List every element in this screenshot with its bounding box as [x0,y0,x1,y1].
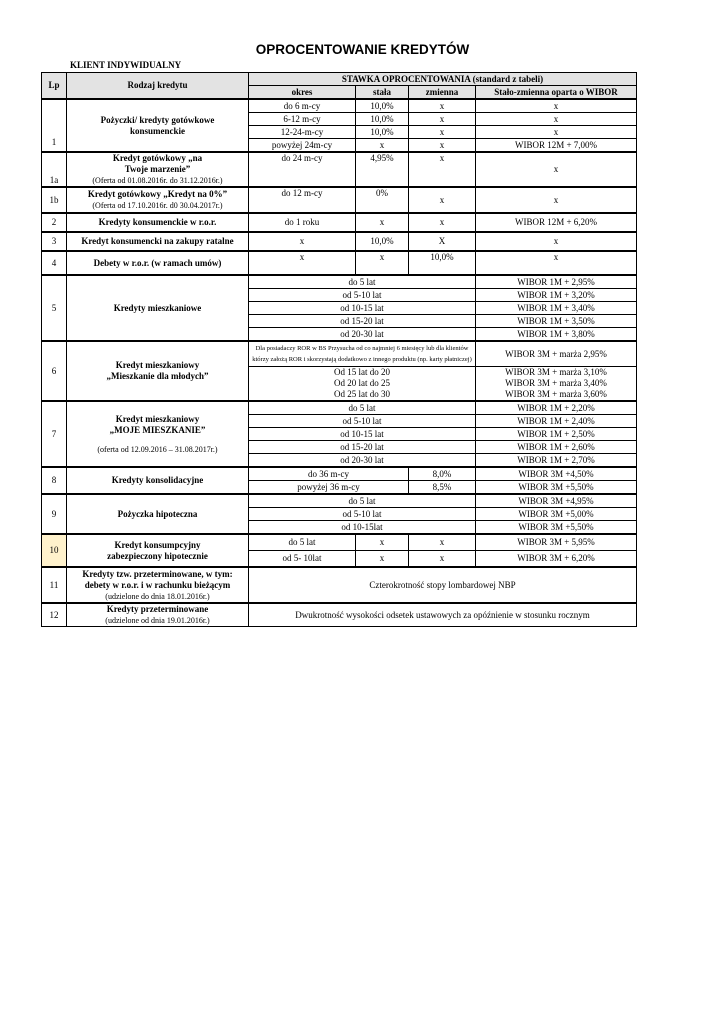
cell-wibor: WIBOR 3M + marża 2,95% [476,341,637,367]
cell-wibor: x [476,232,637,251]
cell-zmienna: x [409,139,476,153]
cell-wibor: WIBOR 1M + 2,70% [476,454,637,468]
cell-wibor: WIBOR 12M + 6,20% [476,213,637,232]
cell-wibor: WIBOR 1M + 2,60% [476,441,637,454]
cell-okres [249,367,476,402]
row-lp: 3 [42,232,67,251]
table-row [42,232,637,251]
cell-zmienna: x [409,152,476,187]
row-name-text: Kredyty przeterminowane [106,604,209,614]
period-line: Od 20 lat do 25 [334,378,390,388]
row-name [67,603,249,627]
cell-okres: 6-12 m-cy [249,113,356,126]
cell-wibor: x [476,152,637,187]
row-name: Kredyty mieszkaniowe [67,275,249,341]
row-name-sub: (udzielone do dnia 18.01.2016r.) [105,591,210,601]
row-name-sub: (Oferta od 17.10.2016r. d0 30.04.2017r.) [92,201,223,210]
row-name [67,567,249,603]
cell-zmienna: x [409,113,476,126]
cell-wibor: x [476,113,637,126]
client-label: KLIENT INDYWIDUALNY [70,60,182,70]
cell-wibor: WIBOR 3M + 6,20% [476,551,637,568]
cell-okres: do 5 lat [249,401,476,415]
cell-zmienna: x [409,213,476,232]
row-lp: 1a [42,152,67,187]
table-row [42,467,637,481]
page-title: OPROCENTOWANIE KREDYTÓW [255,42,470,57]
col-kind: Rodzaj kredytu [67,73,249,100]
cell-zmienna: 10,0% [409,251,476,275]
row-name: Kredyty konsumenckie w r.o.r. [67,213,249,232]
cell-okres: powyżej 36 m-cy [249,481,409,495]
cell-stala: x [356,213,409,232]
cell-wibor: WIBOR 1M + 3,50% [476,315,637,328]
cell-stala: 8,0% [409,467,476,481]
table-row [42,213,637,232]
cell-stala: 4,95% [356,152,409,187]
row-lp: 11 [42,567,67,603]
row-lp: 7 [42,401,67,467]
cell-wibor: x [476,99,637,113]
row-name-text: Kredyt mieszkaniowy „MOJE MIESZKANIE” [109,413,206,435]
cell-okres: od 10-15 lat [249,302,476,315]
cell-okres: do 12 m-cy [249,187,356,213]
row-name-sub: (Oferta od 01.08.2016r. do 31.12.2016r.) [92,176,223,185]
cell-stala: 10,0% [356,232,409,251]
cell-okres: do 6 m-cy [249,99,356,113]
row-name-text: Kredyt gotówkowy „Kredyt na 0%” [87,189,228,199]
cell-okres: od 15-20 lat [249,315,476,328]
table-row [42,341,637,367]
cell-okres: do 5 lat [249,534,356,551]
table-row [42,494,637,508]
cell-wibor: WIBOR 3M +4,50% [476,467,637,481]
rates-table [41,72,637,627]
cell-wibor: x [476,126,637,139]
row-name [67,187,249,213]
cell-okres: do 24 m-cy [249,152,356,187]
table-row [42,251,637,275]
cell-wibor: WIBOR 1M + 2,40% [476,415,637,428]
cell-stala: 10,0% [356,99,409,113]
cell-wibor: WIBOR 12M + 7,00% [476,139,637,153]
col-zmienna: zmienna [409,86,476,100]
wibor-line: WIBOR 3M + marża 3,10% [505,367,607,377]
rates-sheet [41,72,636,627]
row-name: Debety w r.o.r. (w ramach umów) [67,251,249,275]
row-name: Kredyt konsumencki na zakupy ratalne [67,232,249,251]
row-name-text: Kredyt gotówkowy „na Twoje marzenie” [112,153,203,174]
cell-zmienna: x [409,187,476,213]
cell-okres: od 20-30 lat [249,454,476,468]
cell-wibor: WIBOR 1M + 2,50% [476,428,637,441]
col-group: STAWKA OPROCENTOWANIA (standard z tabeli) [249,73,637,86]
row-name-sub: (udzielone od dnia 19.01.2016r.) [105,616,210,625]
cell-okres: powyżej 24m-cy [249,139,356,153]
cell-okres: od 5- 10lat [249,551,356,568]
cell-okres: x [249,232,356,251]
period-line: Od 25 lat do 30 [334,389,390,399]
row-lp: 9 [42,494,67,534]
cell-zmienna: x [409,551,476,568]
cell-wibor: WIBOR 1M + 3,20% [476,289,637,302]
row-name-text: Kredyty tzw. przeterminowane, w tym: debety w r.o.r. i w rachunku bieżącym [82,568,233,590]
cell-wibor: WIBOR 3M + 5,95% [476,534,637,551]
cell-stala: x [356,534,409,551]
col-okres: okres [249,86,356,100]
cell-wibor: WIBOR 3M +5,00% [476,508,637,521]
table-row [42,567,637,603]
wibor-line: WIBOR 3M + marża 3,60% [505,389,607,399]
row-name: Pożyczki/ kredyty gotówkowe konsumenckie [67,99,249,152]
cell-zmienna: X [409,232,476,251]
cell-zmienna: x [409,534,476,551]
row-lp: 2 [42,213,67,232]
cell-okres: od 5-10 lat [249,508,476,521]
table-row [42,152,637,187]
cell-okres: od 10-15lat [249,521,476,535]
cell-stala: 0% [356,187,409,213]
cell-wibor: WIBOR 1M + 3,40% [476,302,637,315]
row-name [67,401,249,467]
cell-wibor: WIBOR 1M + 2,95% [476,275,637,289]
cell-okres: od 15-20 lat [249,441,476,454]
cell-wibor: x [476,187,637,213]
cell-value: Czterokrotność stopy lombardowej NBP [249,567,637,603]
cell-okres: od 5-10 lat [249,415,476,428]
row-name: Kredyt konsumpcyjny zabezpieczony hipotecznie [67,534,249,567]
row-lp: 1 [42,99,67,152]
cell-stala: 8,5% [409,481,476,495]
row-lp: 4 [42,251,67,275]
row-lp: 8 [42,467,67,494]
table-row [42,187,637,213]
cell-wibor: WIBOR 1M + 3,80% [476,328,637,342]
cell-okres: do 1 roku [249,213,356,232]
cell-wibor: WIBOR 3M +5,50% [476,481,637,495]
cell-stala: x [356,251,409,275]
cell-okres: do 36 m-cy [249,467,409,481]
cell-stala: 10,0% [356,113,409,126]
row-lp: 12 [42,603,67,627]
row-name-sub: (oferta od 12.09.2016 – 31.08.2017r.) [97,444,218,454]
row-lp: 5 [42,275,67,341]
cell-wibor: WIBOR 3M +4,95% [476,494,637,508]
cell-wibor: x [476,251,637,275]
row-name: Kredyt mieszkaniowy „Mieszkanie dla młodych” [67,341,249,401]
period-line: Od 15 lat do 20 [334,367,390,377]
row-lp: 1b [42,187,67,213]
cell-wibor: WIBOR 3M +5,50% [476,521,637,535]
cell-okres: 12-24-m-cy [249,126,356,139]
row-name: Kredyty konsolidacyjne [67,467,249,494]
cell-wibor [476,367,637,402]
col-lp: Lp [42,73,67,100]
table-row [42,99,637,113]
cell-note: Dla posiadaczy ROR w BS Przysucha od co najmniej 6 miesięcy lub dla klientów którzy założą ROR i skorzystają dodatkowo z innego produktu (np. karty płatniczej) [249,341,476,367]
col-wibor: Stało-zmienna oparta o WIBOR [476,86,637,100]
row-lp: 6 [42,341,67,401]
cell-zmienna: x [409,126,476,139]
table-row [42,603,637,627]
row-lp: 10 [42,534,67,567]
cell-okres: od 20-30 lat [249,328,476,342]
cell-zmienna: x [409,99,476,113]
cell-okres: od 10-15 lat [249,428,476,441]
cell-okres: od 5-10 lat [249,289,476,302]
table-row [42,534,637,551]
cell-stala: x [356,139,409,153]
table-row [42,401,637,415]
wibor-line: WIBOR 3M + marża 3,40% [505,378,607,388]
row-name: Pożyczka hipoteczna [67,494,249,534]
cell-stala: 10,0% [356,126,409,139]
cell-value: Dwukrotność wysokości odsetek ustawowych za opóźnienie w stosunku rocznym [249,603,637,627]
row-name [67,152,249,187]
table-row [42,275,637,289]
col-stala: stała [356,86,409,100]
cell-okres: do 5 lat [249,275,476,289]
cell-okres: do 5 lat [249,494,476,508]
cell-stala: x [356,551,409,568]
cell-wibor: WIBOR 1M + 2,20% [476,401,637,415]
cell-okres: x [249,251,356,275]
